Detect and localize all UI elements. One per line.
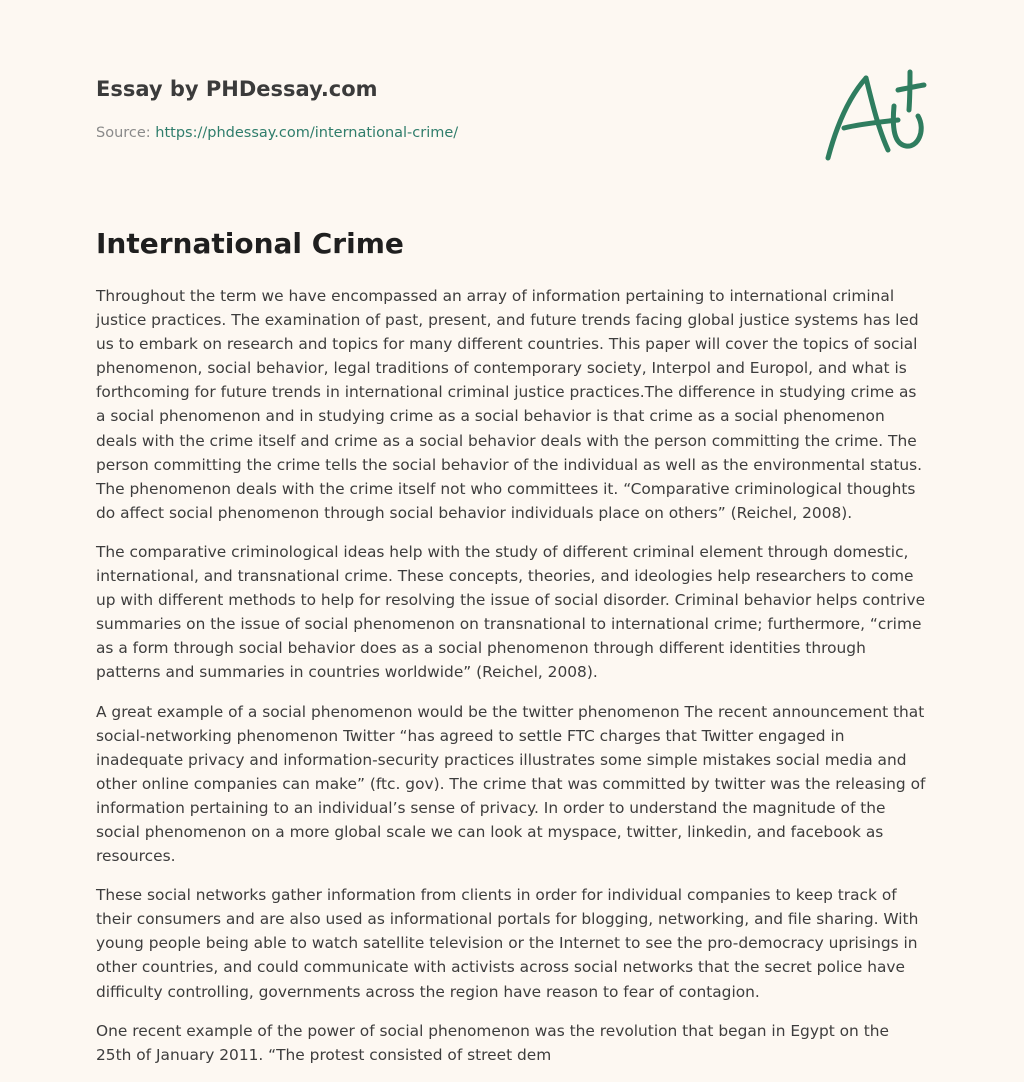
essay-title: International Crime — [96, 227, 404, 260]
source-label: Source: — [96, 125, 151, 141]
essay-paragraph: These social networks gather information from clients in order for individual companies to keep track of their consumers and are also used as informational portals for blogging, networking, and file sharing. With young people being able to watch satellite television or the Internet to see the pro-democracy uprisings in other countries, and could communicate with activists across social networks that the secret police have difficulty controlling, governments across the region have reason to fear of contagion. — [96, 886, 919, 1001]
site-brand: Essay by PHDessay.com — [96, 77, 378, 101]
source-line — [96, 122, 458, 144]
essay-paragraph: One recent example of the power of social phenomenon was the revolution that began in Egypt on the 25th of January 2011. “The protest consisted of street dem — [96, 1021, 889, 1064]
essay-paragraph: Throughout the term we have encompassed an array of information pertaining to international criminal justice practices. The examination of past, present, and future trends facing global justice systems has led us to embark on research and topics for many different countries. This paper will cover the topics of social phenomenon, social behavior, legal traditions of contemporary society, Interpol and Europol, and what is forthcoming for future trends in international criminal justice practices.The difference in studying crime as a social phenomenon and in studying crime as a social behavior is that crime as a social phenomenon deals with the crime itself and crime as a social behavior deals with the person committing the crime. The person committing the crime tells the social behavior of the individual as well as the environmental status. The phenomenon deals with the crime itself not who committees it. “Comparative criminological thoughts do affect social phenomenon through social behavior individuals place on others” (Reichel, 2008). — [96, 287, 923, 522]
source-link[interactable]: https://phdessay.com/international-crime/ — [155, 125, 459, 141]
essay-paragraph: A great example of a social phenomenon would be the twitter phenomenon The recent announcement that social-networking phenomenon Twitter “has agreed to settle FTC charges that Twitter engaged in inadequate privacy and information-security practices illustrates some simple mistakes social media and other online companies can make” (ftc. gov). The crime that was committed by twitter was the releasing of information pertaining to an individual’s sense of privacy. In order to understand the magnitude of the social phenomenon on a more global scale we can look at myspace, twitter, linkedin, and facebook as resources. — [96, 702, 926, 866]
essay-body — [96, 284, 928, 1082]
essay-paragraph: The comparative criminological ideas help with the study of different criminal element through domestic, international, and transnational crime. These concepts, theories, and ideologies help researchers to come up with different methods to help for resolving the issue of social disorder. Criminal behavior helps contrive summaries on the issue of social phenomenon on transnational to international crime; furthermore, “crime as a form through social behavior does as a social phenomenon through different identities through patterns and summaries in countries worldwide” (Reichel, 2008). — [96, 542, 926, 682]
page-header — [96, 74, 926, 174]
a-plus-logo-icon — [822, 66, 930, 166]
